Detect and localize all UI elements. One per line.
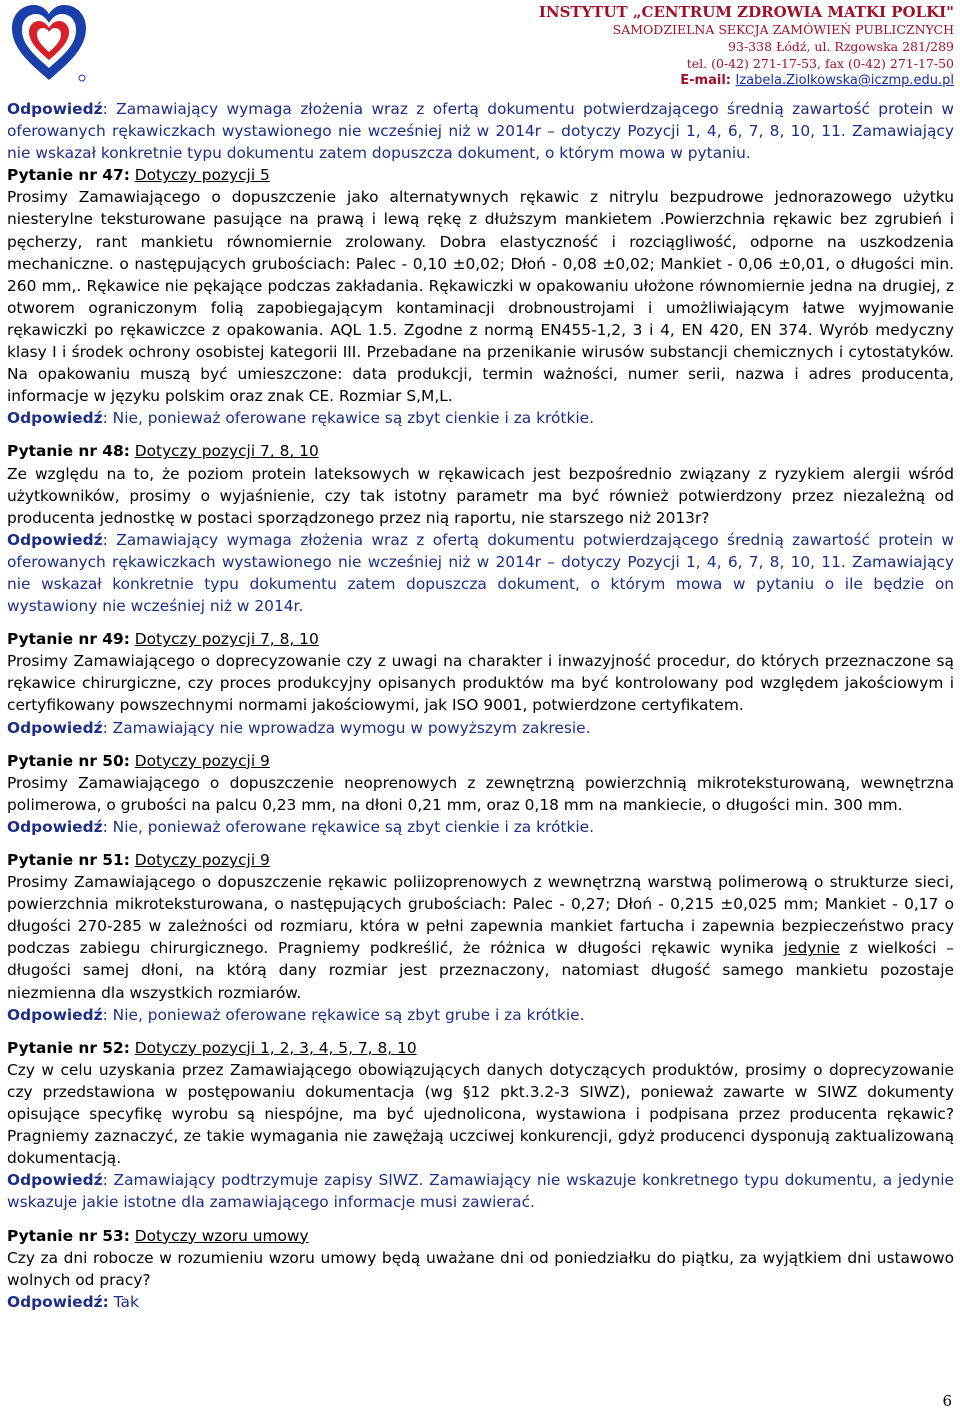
answer-label: Odpowiedź [7,1171,103,1190]
answer-paragraph [7,816,954,838]
question-text: Prosimy Zamawiającego o doprecyzowanie czy z uwagi na charakter i inwazyjność procedur, do których przeznaczone są rękawice chirurgiczne, czy proces produkcyjny opisanych produktów ma być kontrolowany pod względem jakościowym i certyfikowany powszechnymi normami jakościowymi, jak ISO 9001, potwierdzone certyfikatem. [7,652,954,715]
answer-text: : Zamawiający podtrzymuje zapisy SIWZ. Zamawiający nie wskazuje konkretnego typu dokumentu, a jedynie wskazuje jakie istotne dla zamawiającego informacje musi zawierać. [7,1171,954,1212]
heart-logo-icon [8,2,90,86]
email-link[interactable]: Izabela.Ziolkowska@iczmp.edu.pl [735,73,954,88]
answer-text: : Zamawiający nie wprowadza wymogu w powyższym zakresie. [102,718,591,737]
answer-text: : Nie, ponieważ oferowane rękawice są zbyt cienkie i za krótkie. [102,817,595,836]
question-paragraph [7,164,954,186]
institute-name: INSTYTUT „CENTRUM ZDROWIA MATKI POLKI" [538,3,954,21]
question-reference: Dotyczy pozycji 5 [134,166,270,185]
answer-paragraph [7,407,954,429]
page-header [0,0,960,96]
institution-info [539,4,954,89]
answer-text: : Zamawiający wymaga złożenia wraz z ofertą dokumentu potwierdzającego średnią zawartość protein w oferowanych rękawiczkach wystawionego nie wcześniej niż w 2014r – dotyczy Pozycji 1, 4, 6, 7, 8, 10, 11. Zamawiający nie wskazał konkretnie typu dokumentu zatem dopuszcza dokument, o którym mowa w pytaniu. [7,100,954,163]
question-text: Prosimy Zamawiającego o dopuszczenie neoprenowych z zewnętrzną powierzchnią mikroteksturowaną, wewnętrzna polimerowa, o grubości na palcu 0,23 mm, na dłoni 0,21 mm, oraz 0,18 mm na mankiecie, o długości min. 300 mm. [7,773,954,814]
answer-label: Odpowiedź [7,409,103,428]
answer-paragraph [7,717,954,739]
answer-text: : Nie, ponieważ oferowane rękawice są zbyt grube i za krótkie. [102,1005,585,1024]
answer-label: Odpowiedź [7,530,103,549]
question-paragraph [7,628,954,650]
question-label: Pytanie nr 48: [7,442,130,461]
answer-paragraph [7,98,954,164]
answer-label: Odpowiedź [7,100,103,118]
answer-text: Tak [108,1292,139,1311]
question-text: Prosimy Zamawiającego o dopuszczenie jako alternatywnych rękawic z nitrylu bezpudrowe jednorazowego użytku niesterylne teksturowane pasujące na prawą i lewą rękę z dłuższym mankietem .Powierzchnia rękawic bez zgrubień i pęcherzy, rant mankietu równomiernie zrolowany. Dobra elastyczność i rozciągliwość, odporne na uszkodzenia mechaniczne. o następujących grubościach: Palec - 0,10 ±0,02; Dłoń - 0,08 ±0,02; Mankiet - 0,06 ±0,01, o długości min. 260 mm,. Rękawice nie pękające podczas zakładania. Rękawiczki w opakowaniu ułożone równomiernie jedna na drugiej, z otworem ograniczonym folią zapobiegającym kontaminacji drobnoustrojami i umożliwiającym łatwe wyjmowanie rękawiczki po rękawiczce z opakowania. AQL 1.5. Zgodne z normą EN455-1,2, 3 i 4, EN 420, EN 374. Wyrób medyczny klasy I i środek ochrony osobistej kategorii III. Przebadane na przenikanie wirusów substancji chemicznych i cytostatyków. Na opakowaniu muszą być umieszczone: data produkcji, termin ważności, numer serii, nazwa i adres producenta, informacje w języku polskim oraz znak CE. Rozmiar S,M,L. [7,188,954,406]
address: 93-338 Łódź, ul. Rzgowska 281/289 [728,39,954,54]
question-text-underlined: jedynie [783,939,840,958]
unit-name: SAMODZIELNA SEKCJA ZAMÓWIEŃ PUBLICZNYCH [612,22,954,37]
question-label: Pytanie nr 49: [7,630,130,649]
question-reference: Dotyczy pozycji 7, 8, 10 [134,442,319,461]
question-label: Pytanie nr 47: [7,166,130,185]
answer-label: Odpowiedź [7,1005,103,1024]
phone-fax: tel. (0-42) 271-17-53, fax (0-42) 271-17-50 [686,56,954,71]
answer-paragraph [7,1169,954,1213]
question-paragraph [7,1037,954,1059]
answer-text: : Zamawiający wymaga złożenia wraz z ofertą dokumentu potwierdzającego średnią zawartość protein w oferowanych rękawiczkach wystawionego nie wcześniej niż w 2014r – dotyczy Pozycji 1, 4, 6, 7, 8, 10, 11. Zamawiający nie wskazał konkretnie typu dokumentu zatem dopuszcza dokument, o którym mowa w pytaniu o ile będzie on wystawiony nie wcześniej niż w 2014r. [7,530,954,616]
page-number: 6 [942,1392,952,1410]
answer-label: Odpowiedź: [7,1292,109,1311]
email-label: E-mail: [680,73,731,88]
document-body [7,98,954,1313]
answer-paragraph [7,529,954,617]
answer-label: Odpowiedź [7,817,103,836]
answer-label: Odpowiedź [7,718,103,737]
question-text-part: z wielkości – długości samej dłoni, na którą dany rozmiar jest przeznaczony, natomiast długość samego mankietu pozostaje niezmienna dla wszystkich rozmiarów. [7,939,954,1002]
question-text [7,871,954,1004]
question-text: Czy w celu uzyskania przez Zamawiającego obowiązujących danych dotyczących produktów, prosimy o doprecyzowanie czy przedstawiona w postępowaniu dokumentacja (wg §12 pkt.3.2-3 SIWZ), ponieważ zawarte w SIWZ dokumenty opisujące specyfikę wyrobu są niespójne, ma być ujednolicona, wystawiona i podpisana przez producenta rękawic? Pragniemy zaznaczyć, ze takie wymagania nie zawężają uczciwej konkurencji, gdyż producenci dysponują zaktualizowaną dokumentacją. [7,1060,954,1168]
question-reference: Dotyczy pozycji 9 [134,751,270,770]
question-paragraph [7,750,954,772]
question-reference: Dotyczy pozycji 1, 2, 3, 4, 5, 7, 8, 10 [134,1038,417,1057]
question-text-part: Prosimy Zamawiającego o dopuszczenie rękawic poliizoprenowych z wewnętrzną warstwą polimerową o strukturze sieci, powierzchnia mikroteksturowana, o następujących grubościach: Palec - 0,27; Dłoń - 0,215 ±0,025 mm; Mankiet - 0,17 o długości 270-285 w zależności od rozmiaru, która w pełni zapewnia mankiet fartucha i zapewnia bezpieczeństwo pracy podczas zabiegu chirurgicznego. Pragniemy podkreślić, że różnica w długości rękawic wynika [7,873,954,958]
question-label: Pytanie nr 51: [7,851,130,869]
question-paragraph [7,440,954,462]
question-paragraph [7,1225,954,1247]
email-line [539,72,954,89]
question-label: Pytanie nr 50: [7,751,130,770]
question-text: Czy za dni robocze w rozumieniu wzoru umowy będą uważane dni od poniedziałku do piątku, za wyjątkiem dni ustawowo wolnych od pracy? [7,1248,954,1289]
question-reference: Dotyczy wzoru umowy [134,1226,309,1245]
question-label: Pytanie nr 53: [7,1226,130,1245]
answer-text: : Nie, ponieważ oferowane rękawice są zbyt cienkie i za krótkie. [102,409,595,428]
answer-paragraph [7,1291,954,1313]
question-paragraph [7,849,954,871]
answer-paragraph [7,1004,954,1026]
question-label: Pytanie nr 52: [7,1038,130,1057]
question-reference: Dotyczy pozycji 7, 8, 10 [134,630,319,649]
question-text: Ze względu na to, że poziom protein lateksowych w rękawicach jest bezpośrednio związany z ryzykiem alergii wśród użytkowników, prosimy o wyjaśnienie, czy tak istotny parametr ma być również potwierdzony przez niezależną od producenta jednostkę w postaci sporządzonego przez nią raportu, nie starszego niż 2013r? [7,464,954,527]
question-reference: Dotyczy pozycji 9 [134,851,270,869]
